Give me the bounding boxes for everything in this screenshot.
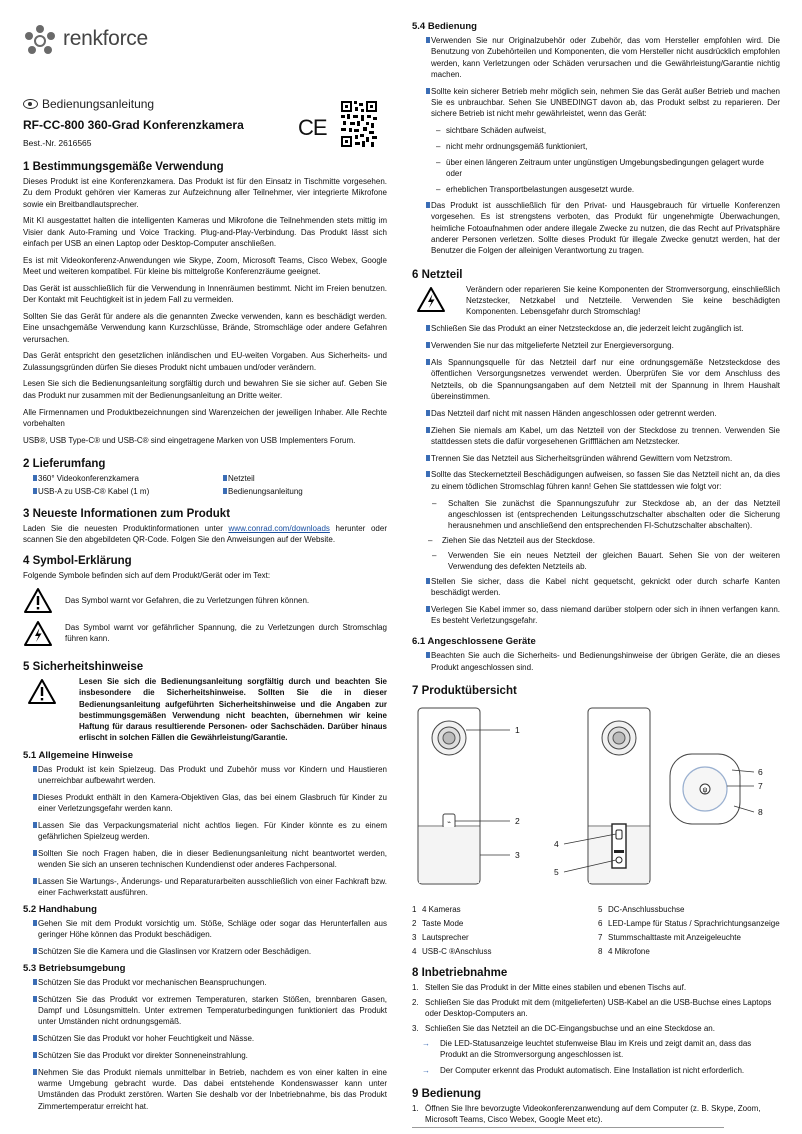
section-8-title: 8 Inbetriebnahme (412, 966, 508, 979)
list-item: Als Spannungsquelle für das Netzteil darf nur eine ordnungsgemäße Netzsteckdose des öffentlichen Versorgungsnetzes verwendet werden. Überprüfen Sie vor dem Anschluss des Netzteils, ob die Spannungsangaben auf dem Netzteil mit der Spannung in Ihrem Haushalt übereinstimmen. (426, 357, 780, 402)
list-item: – nicht mehr ordnungsgemäß funktioniert, (436, 142, 588, 152)
svg-text:ψ: ψ (702, 786, 708, 794)
renkforce-logo-icon (23, 24, 57, 58)
list-item: Verwenden Sie nur Originalzubehör oder Zubehör, das vom Hersteller empfohlen wird. Die Benutzung von Zubehörteilen und Komponenten, die vom Hersteller nicht ausdrücklich empfohlen werden, kann Verletzungen oder Schäden verursachen und die Gewährleistung/Garantie nichtig machen. (426, 35, 780, 80)
high-voltage-icon (416, 286, 446, 313)
symbol-description: Das Symbol warnt vor gefährlicher Spannung, die zu Verletzungen durch Stromschlag führen kann. (65, 623, 387, 644)
section-5-title: 5 Sicherheitshinweise (23, 660, 144, 673)
paragraph: Lesen Sie sich die Bedienungsanleitung sorgfältig durch und bewahren Sie sie sicher auf. Geben Sie das Produkt nur zusammen mit der Bedienungsanleitung an Dritte weiter. (23, 379, 387, 400)
list-item: – Schalten Sie zunächst die Spannungszufuhr zur Steckdose ab, an der das Netzteil angeschlossen ist (entsprechenden Leitungsschutzschalter abschalten oder die Sicherung herausnehmen und anschließend den entsprechenden FI-Schutzschalter abschalten). (432, 498, 780, 530)
right-flow (412, 21, 780, 1129)
manual-label: Bedienungsanleitung (42, 97, 155, 111)
arrow-right-icon: → (422, 1065, 430, 1075)
device-top-view (670, 754, 740, 824)
eye-icon (23, 99, 38, 109)
list-item: Lassen Sie das Verpackungsmaterial nicht achtlos liegen. Für Kinder könnte es zu einem gefährlichen Spielzeug werden. (33, 820, 387, 843)
section-1-title: 1 Bestimmungsgemäße Verwendung (23, 161, 224, 173)
paragraph: Folgende Symbole befinden sich auf dem Produkt/Gerät oder im Text: (23, 571, 271, 581)
section-5-4-title: 5.4 Bedienung (412, 21, 477, 32)
legend-item: 7 Stummschalttaste mit Anzeigeleuchte (598, 932, 741, 942)
list-item: USB-A zu USB-C® Kabel (1 m) (33, 486, 223, 497)
list-item: – sichtbare Schäden aufweist, (436, 126, 547, 136)
high-voltage-icon (23, 620, 53, 647)
callout-4: 4 (554, 838, 559, 849)
legend-item: 8 4 Mikrofone (598, 946, 650, 956)
left-flow (23, 161, 387, 1118)
list-item: Ziehen Sie niemals am Kabel, um das Netzteil von der Steckdose zu trennen. Verwenden Sie stattdessen stets die dafür vorgesehenen Griffflächen am Netzstecker. (426, 425, 780, 448)
callout-1: 1 (515, 724, 520, 735)
footer-rule (412, 1127, 724, 1128)
bullet-list (412, 650, 780, 673)
paragraph: Alle Firmennamen und Produktbezeichnungen sind Warenzeichen der jeweiligen Inhaber. Alle Rechte vorbehalten (23, 407, 387, 428)
paragraph: Mit KI ausgestattet halten die intelligenten Kameras und Mikrofone die Teilnehmenden stets mittig im Visier dank Auto-Framing und Voice Tracking. Plug-and-Play-Verbindung. Das Produkt lässt sich einfach per USB an einen Laptop oder Desktop-Computer anschließen. (23, 216, 387, 248)
section-5-1-title: 5.1 Allgemeine Hinweise (23, 749, 133, 761)
legend-item: 3 Lautsprecher (412, 932, 469, 942)
result-item: → Der Computer erkennt das Produkt automatisch. Eine Installation ist nicht erforderlich. (422, 1065, 745, 1075)
list-item: Bedienungsanleitung (223, 486, 393, 497)
list-item: Schließen Sie das Produkt an einer Netzsteckdose an, die jederzeit leicht zugänglich ist. (426, 323, 780, 334)
section-5-2-title: 5.2 Handhabung (23, 904, 97, 916)
order-number: Best.-Nr. 2616565 (23, 138, 92, 148)
list-item: Verlegen Sie Kabel immer so, dass niemand darüber stolpern oder sich in ihnen verfangen kann. Es besteht Verletzungsgefahr. (426, 604, 780, 627)
section-9-title: 9 Bedienung (412, 1087, 482, 1100)
list-item: Sollte kein sicherer Betrieb mehr möglich sein, nehmen Sie das Gerät außer Betrieb und machen Sie es unbrauchbar. Sehen Sie UNBEDINGT davon ab, das Produkt selbst zu reparieren. Der sichere Betrieb ist nicht mehr gewährleistet, wenn das Gerät: (426, 86, 780, 120)
callout-7: 7 (758, 780, 763, 791)
section-5-3-title: 5.3 Betriebsumgebung (23, 963, 126, 975)
callout-5: 5 (554, 866, 559, 877)
step-item: 3. Schließen Sie das Netzteil an die DC-Eingangsbuchse und an eine Steckdose an. (412, 1023, 715, 1033)
list-item: – über einen längeren Zeitraum unter ungünstigen Umgebungsbedingungen gelagert wurde oder (436, 158, 764, 179)
qr-code-icon (341, 101, 377, 147)
step-item: 1. Öffnen Sie Ihre bevorzugte Videokonferenzanwendung auf dem Computer (z. B. Skype, Zoom, Microsoft Teams, Cisco Webex, Google Meet etc). (412, 1103, 761, 1124)
dc-port-icon (616, 857, 622, 863)
safety-warning-text: Lesen Sie sich die Bedienungsanleitung sorgfältig durch und beachten Sie insbesondere die Sicherheitshinweise. Sollten Sie die in dieser Bedienungsanleitung aufgeführten Sicherheitshinweise und die Angaben zur bestimmungsgemäßen Verwendung nicht beachten, übernehmen wir keine Haftung für daraus resultierende Personen- oder Sachschäden. Darüber hinaus erlischt in solchen Fällen die Gewährleistung/Garantie. (79, 676, 387, 743)
svg-text:⌁: ⌁ (447, 819, 451, 826)
downloads-link[interactable]: www.conrad.com/downloads (228, 523, 330, 533)
manual-header (23, 97, 387, 148)
delivery-list (33, 473, 387, 498)
overview-legend (412, 904, 780, 957)
list-item: Netzteil (223, 473, 393, 484)
callout-8: 8 (758, 806, 763, 817)
device-front-view (418, 708, 480, 884)
section-6-title: 6 Netzteil (412, 268, 463, 281)
symbol-description: Das Symbol warnt vor Gefahren, die zu Verletzungen führen können. (65, 595, 310, 605)
paragraph: Sollten Sie das Gerät für andere als die genannten Zwecke verwenden, kann es beschädigt werden. Eine unsachgemäße Verwendung kann Kurzschlüsse, Brände, Stromschläge oder andere Gefahren verursachen. (23, 311, 387, 344)
list-item: Sollten Sie noch Fragen haben, die in dieser Bedienungsanleitung nicht beantwortet werden, wenden Sie sich an unseren technischen Kundendienst oder anderes Fachpersonal. (33, 848, 387, 871)
legend-item: 6 LED-Lampe für Status / Sprachrichtungsanzeige (598, 918, 780, 928)
callout-2: 2 (515, 815, 520, 826)
list-item: Gehen Sie mit dem Produkt vorsichtig um. Stöße, Schläge oder sogar das Herunterfallen aus geringer Höhe können das Produkt beschädigen. (33, 918, 387, 941)
mains-warning (412, 284, 780, 318)
symbol-row (23, 620, 387, 647)
step-item: 2. Schließen Sie das Produkt mit dem (mitgelieferten) USB-Kabel an die USB-Buchse eines Laptops oder Desktop-Computers an. (412, 997, 772, 1018)
list-item: Trennen Sie das Netzteil aus Sicherheitsgründen während Gewittern vom Netzstrom. (426, 453, 780, 464)
list-item: Schützen Sie das Produkt vor hoher Feuchtigkeit und Nässe. (33, 1033, 387, 1044)
info-text-after: herunter oder scannen Sie den abgebildeten QR-Code. Folgen Sie den Anweisungen auf der Website. (23, 523, 387, 544)
legend-item: 2 Taste Mode (412, 918, 464, 928)
list-item: – erheblichen Transportbelastungen ausgesetzt wurde. (436, 185, 635, 195)
bullet-list (23, 918, 387, 957)
section-7-title: 7 Produktübersicht (412, 684, 517, 697)
bullet-list (23, 977, 387, 1112)
list-item: Schützen Sie die Kamera und die Glaslinsen vor Kratzern oder Beschädigen. (33, 946, 387, 957)
list-item: Beachten Sie auch die Sicherheits- und Bedienungshinweise der übrigen Geräte, die an dieses Produkt angeschlossen sind. (426, 650, 780, 673)
callout-3: 3 (515, 849, 520, 860)
warning-triangle-icon (23, 587, 53, 614)
paragraph (23, 523, 387, 546)
list-item: Sollte das Steckernetzteil Beschädigungen aufweisen, so fassen Sie das Netzteil nicht an, da dies zu einem tödlichen Stromschlag führen kann! Gehen Sie stattdessen wie folgt vor: (426, 469, 780, 492)
list-item: Das Produkt ist kein Spielzeug. Das Produkt und Zubehör muss vor Kindern und Haustieren unerreichbar aufbewahrt werden. (33, 764, 387, 787)
section-4-title: 4 Symbol-Erklärung (23, 555, 132, 568)
bullet-list (23, 764, 387, 899)
result-item: → Die LED-Statusanzeige leuchtet stufenweise Blau im Kreis und zeigt damit an, dass das Produkt an die Stromversorgung angeschlossen ist. (422, 1038, 752, 1059)
list-item: Schützen Sie das Produkt vor mechanischen Beanspruchungen. (33, 977, 387, 988)
section-2-title: 2 Lieferumfang (23, 457, 106, 470)
list-item: Schützen Sie das Produkt vor direkter Sonneneinstrahlung. (33, 1050, 387, 1061)
list-item: Lassen Sie Wartungs-, Änderungs- und Reparaturarbeiten ausschließlich von einer Fachkraft bzw. einer Fachwerkstatt ausführen. (33, 876, 387, 899)
paragraph: USB®, USB Type-C® und USB-C® sind eingetragene Marken von USB Implementers Forum. (23, 435, 356, 445)
legend-item: 5 DC-Anschlussbuchse (598, 904, 685, 914)
list-item: Stellen Sie sicher, dass die Kabel nicht gequetscht, geknickt oder durch scharfe Kanten beschädigt werden. (426, 576, 780, 599)
bullet-list (412, 323, 780, 626)
paragraph: Es ist mit Videokonferenz-Anwendungen wie Skype, Zoom, Microsoft Teams, Cisco Webex, Google Meet und weiteren kompatibel. Für kleine bis mittelgroße Konferenzräume geeignet. (23, 255, 387, 277)
dash-list (426, 125, 780, 195)
product-overview-figure (412, 700, 780, 900)
list-item: 360° Videokonferenzkamera (33, 473, 223, 484)
list-item: Nehmen Sie das Produkt niemals unmittelbar in Betrieb, nachdem es von einer kalten in eine warme Umgebung gebracht wurde. Das dabei entstehende Kondenswasser kann unter Umständen das Produkt zerstören. Warten Sie deshalb vor der Inbetriebnahme, bis das Produkt Zimmertemperatur erreicht hat. (33, 1067, 387, 1112)
section-6-1-title: 6.1 Angeschlossene Geräte (412, 636, 536, 648)
info-text-before: Laden Sie die neuesten Produktinformationen unter (23, 523, 223, 533)
list-item: Das Produkt ist ausschließlich für den Privat- und Hausgebrauch für virtuelle Konferenzen vorgesehen. Es ist strengstens verboten, das Produkt für ungenehmigte Überwachungen, heimliche Fotoaufnahmen oder andere illegale Zwecke zu nutzen, die das Recht auf Privatsphäre anderer Personen verletzen. Sollte dieses Produkt für illegale Zwecke genutzt werden, hat der Benutzer die Folgen der alleinigen Verantwortung zu tragen. (426, 200, 780, 256)
list-item: Verwenden Sie nur das mitgelieferte Netzteil zur Energieversorgung. (426, 340, 780, 351)
mains-warning-text: Verändern oder reparieren Sie keine Komponenten der Stromversorgung, einschließlich Netzstecker, Netzkabel und Netzteile. Verwenden Sie keine beschädigten Komponenten. Lebensgefahr durch Stromschlag! (466, 284, 780, 317)
list-item: – Ziehen Sie das Netzteil aus der Steckdose. (428, 535, 595, 545)
usb-c-port-icon (616, 830, 622, 839)
step-item: 1. Stellen Sie das Produkt in der Mitte eines stabilen und ebenen Tischs auf. (412, 982, 687, 992)
brand-logo (23, 24, 183, 58)
ce-mark: CE (298, 115, 327, 140)
warning-triangle-icon (27, 678, 57, 705)
legend-item: 4 USB-C ®Anschluss (412, 946, 492, 956)
product-title: RF-CC-800 360-Grad Konferenzkamera (23, 118, 244, 132)
list-item: Dieses Produkt enthält in den Kamera-Objektiven Glas, das bei einem Glasbruch für Kinder zu einer Verletzungsgefahr werden kann. (33, 792, 387, 815)
list-item: Schützen Sie das Produkt vor extremen Temperaturen, starken Stößen, brennbaren Gasen, Dampf und Lösungsmitteln. Unter extremen Temperaturbedingungen funktioniert das Produkt unter Umständen nicht ordnungsgemäß. (33, 994, 387, 1028)
brand-name: renkforce (63, 27, 148, 50)
paragraph: Dieses Produkt ist eine Konferenzkamera. Das Produkt ist für den Einsatz in Tischmitte vorgesehen. Zu dem Produkt gehören vier Kameras zur Aufzeichnung aller Teilnehmer, vier integrierte Mikrofone sowie ein Breitbandlautsprecher. (23, 177, 387, 209)
paragraph: Das Gerät entspricht den gesetzlichen inländischen und EU-weiten Vorgaben. Aus Sicherheits- und Zulassungsgründen dürfen Sie dieses Produkt nicht umbauen und/oder verändern. (23, 351, 387, 372)
arrow-right-icon: → (422, 1038, 430, 1048)
device-rear-view (588, 708, 650, 884)
paragraph: Das Gerät ist ausschließlich für die Verwendung in Innenräumen bestimmt. Nicht im Freien benutzen. Der Kontakt mit Feuchtigkeit ist in jedem Fall zu vermeiden. (23, 283, 387, 305)
section-3-title: 3 Neueste Informationen zum Produkt (23, 507, 231, 520)
list-item: Das Netzteil darf nicht mit nassen Händen angeschlossen oder getrennt werden. (426, 408, 780, 419)
safety-warning (23, 676, 387, 744)
symbol-row (23, 587, 387, 614)
bullet-list (412, 35, 780, 257)
legend-item: 1 4 Kameras (412, 904, 461, 914)
callout-6: 6 (758, 766, 763, 777)
list-item: – Verwenden Sie ein neues Netzteil der gleichen Bauart. Sehen Sie von der weiteren Verwendung des defekten Netzteils ab. (432, 550, 780, 571)
